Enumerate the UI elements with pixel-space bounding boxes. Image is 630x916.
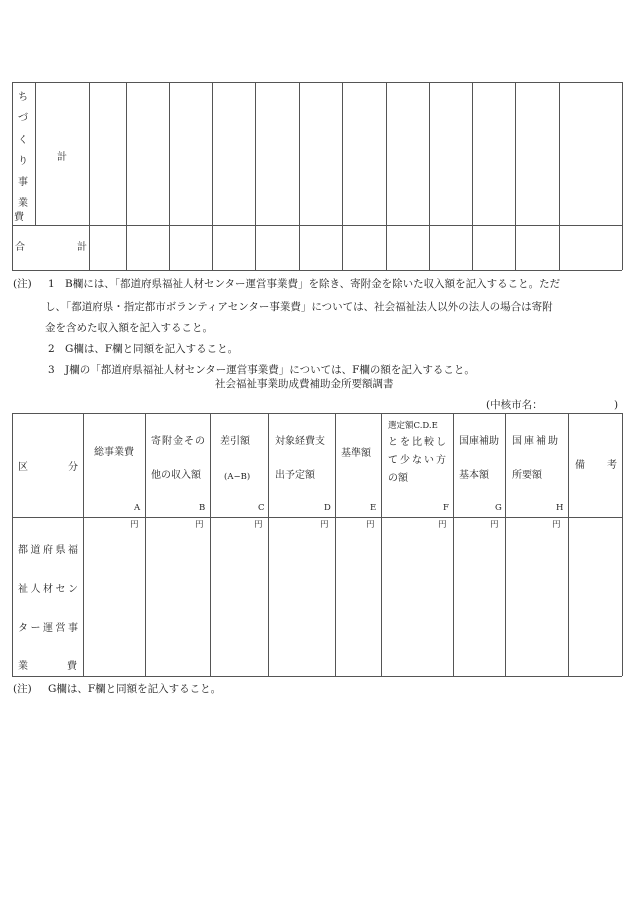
table-divider — [83, 413, 84, 676]
header-kubun-left: 区 — [18, 462, 28, 473]
note-text: G欄は、F欄と同額を記入すること。 — [48, 683, 222, 695]
unit-c: 円 — [254, 520, 263, 530]
header-selected-4: の額 — [388, 473, 408, 484]
table-border — [12, 270, 622, 271]
row-label-char: り — [18, 156, 28, 167]
header-national-base: 国庫補助 — [459, 436, 499, 447]
table-border — [12, 413, 622, 414]
table-divider — [342, 82, 343, 270]
subtotal-label: 計 — [57, 152, 67, 163]
unit-a: 円 — [130, 520, 139, 530]
note-text: J欄の「都道府県福祉人材センター運営事業費」については、F欄の額を記入すること。 — [65, 364, 475, 376]
header-difference-2: (A−B) — [224, 472, 251, 482]
note-text: G欄は、F欄と同額を記入すること。 — [65, 343, 239, 355]
row-label-char: づ — [18, 113, 28, 124]
header-remarks-left: 備 — [575, 460, 585, 471]
unit-g: 円 — [490, 520, 499, 530]
row-label-line: ター運営事 — [18, 623, 81, 634]
header-selected-2: とを比較し — [388, 437, 448, 448]
total-label-left: 合 — [15, 242, 25, 253]
table-divider — [335, 413, 336, 676]
city-close: ) — [614, 399, 619, 411]
unit-b: 円 — [195, 520, 204, 530]
header-donations: 寄附金その — [151, 436, 206, 447]
table-border — [12, 82, 13, 270]
table-divider — [515, 82, 516, 270]
table-divider — [35, 82, 36, 225]
note-prefix: (注) — [13, 683, 32, 695]
header-code-b: B — [199, 503, 206, 513]
header-code-e: E — [370, 503, 377, 513]
header-national-required-2: 所要額 — [512, 470, 542, 481]
table-divider — [472, 82, 473, 270]
unit-d: 円 — [320, 520, 329, 530]
total-label-right: 計 — [77, 242, 87, 253]
table-border — [12, 676, 622, 677]
row-label-last-right: 費 — [67, 661, 77, 672]
note-number: 3 — [48, 364, 55, 376]
header-national-required: 国庫補助 — [512, 436, 560, 447]
note-number: 1 — [48, 278, 55, 290]
table-divider — [381, 413, 382, 676]
row-label-char: 業 — [18, 198, 28, 209]
header-difference: 差引額 — [220, 436, 250, 447]
unit-f: 円 — [438, 520, 447, 530]
header-code-h: H — [556, 503, 564, 513]
table-divider — [505, 413, 506, 676]
header-target-expense-2: 出予定額 — [275, 470, 315, 481]
header-code-d: D — [324, 503, 331, 513]
unit-h: 円 — [552, 520, 561, 530]
row-label-char: ち — [18, 92, 28, 103]
row-label-last-left: 業 — [18, 661, 28, 672]
header-selected-3: て少ない方 — [388, 455, 448, 466]
header-total-cost: 総事業費 — [94, 447, 134, 458]
table-border — [12, 413, 13, 676]
row-label-char: 事 — [18, 177, 28, 188]
header-selected-1: 選定額C.D.E — [388, 421, 438, 431]
row-label-line: 祉人材セン — [18, 584, 81, 595]
header-remarks-right: 考 — [607, 460, 617, 471]
header-code-f: F — [443, 503, 449, 513]
table-divider — [126, 82, 127, 270]
table-divider — [429, 82, 430, 270]
header-code-a: A — [134, 503, 141, 513]
table-border — [622, 413, 623, 676]
table-divider — [255, 82, 256, 270]
table-divider — [12, 517, 622, 518]
table-divider — [568, 413, 569, 676]
note-text: し、「都道府県・指定都市ボランティアセンター事業費」については、社会福祉法人以外の法人の場合は寄附 — [45, 301, 553, 313]
header-code-g: G — [495, 503, 502, 513]
note-prefix: (注) — [13, 278, 32, 290]
table-border — [622, 82, 623, 270]
table-divider — [12, 225, 622, 226]
table-divider — [89, 82, 90, 270]
row-label-line: 都道府県福 — [18, 545, 81, 556]
note-number: 2 — [48, 343, 55, 355]
header-donations-2: 他の収入額 — [151, 470, 201, 481]
row-label-char: 費 — [14, 212, 24, 223]
row-label-char: く — [18, 135, 28, 146]
header-kubun-right: 分 — [68, 462, 78, 473]
table-divider — [169, 82, 170, 270]
table-divider — [299, 82, 300, 270]
city-label: (中核市名： — [486, 399, 543, 411]
note-text: B欄には、「都道府県福祉人材センター運営事業費」を除き、寄附金を除いた収入額を記入すること。ただ — [65, 278, 561, 290]
header-standard: 基準額 — [341, 448, 371, 459]
header-code-c: C — [258, 503, 265, 513]
note-text: 金を含めた収入額を記入すること。 — [45, 322, 213, 334]
header-national-base-2: 基本額 — [459, 470, 489, 481]
table-divider — [145, 413, 146, 676]
table-divider — [386, 82, 387, 270]
table-divider — [559, 82, 560, 270]
header-target-expense: 対象経費支 — [275, 436, 325, 447]
table-divider — [453, 413, 454, 676]
document-title: 社会福祉事業助成費補助金所要額調書 — [215, 378, 394, 390]
table-divider — [268, 413, 269, 676]
table-divider — [212, 82, 213, 270]
unit-e: 円 — [366, 520, 375, 530]
table-divider — [210, 413, 211, 676]
table-border — [12, 82, 622, 83]
